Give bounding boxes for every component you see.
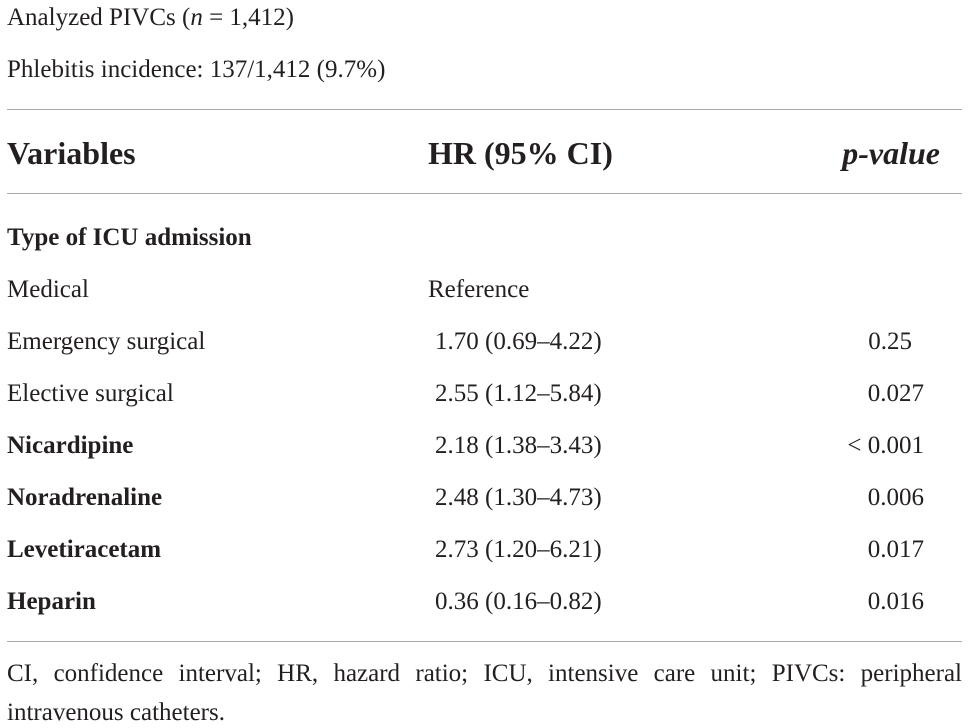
table-row xyxy=(0,275,968,305)
row-hr: 2.48 (1.30–4.73) xyxy=(435,484,602,511)
row-hr: 2.55 (1.12–5.84) xyxy=(435,380,602,407)
row-variable: Nicardipine xyxy=(7,432,134,459)
header-rule xyxy=(7,193,962,194)
row-variable: Noradrenaline xyxy=(7,484,163,511)
section-row xyxy=(0,223,968,253)
col-header-hr: HR (95% CI) xyxy=(428,135,613,171)
row-pvalue: 0.017 xyxy=(867,536,924,563)
row-hr: 2.73 (1.20–6.21) xyxy=(435,536,602,563)
phlebitis-incidence: Phlebitis incidence: 137/1,412 (9.7%) xyxy=(7,56,386,83)
top-rule xyxy=(7,109,962,110)
row-variable: Medical xyxy=(7,276,89,303)
table-row xyxy=(0,327,968,357)
analyzed-pivcs xyxy=(7,3,294,33)
table-row xyxy=(0,587,968,617)
col-header-pvalue: p-value xyxy=(842,135,940,171)
row-variable: Heparin xyxy=(7,588,96,615)
analyzed-suffix: = 1,412) xyxy=(202,4,294,31)
row-hr: Reference xyxy=(428,276,530,303)
row-pvalue: 0.016 xyxy=(867,588,924,615)
row-pvalue: < 0.001 xyxy=(847,432,924,459)
footnote-line-2: intravenous catheters. xyxy=(7,699,225,726)
col-header-variables: Variables xyxy=(7,135,136,171)
row-pvalue: 0.006 xyxy=(867,484,924,511)
row-hr: 0.36 (0.16–0.82) xyxy=(435,588,602,615)
footnote-line-1: CI, confidence interval; HR, hazard ratio; ICU, intensive care unit; PIVCs: peripheral xyxy=(7,660,962,687)
analyzed-prefix: Analyzed PIVCs ( xyxy=(7,4,191,31)
section-title: Type of ICU admission xyxy=(7,224,252,251)
table-row xyxy=(0,431,968,461)
row-hr: 2.18 (1.38–3.43) xyxy=(435,432,602,459)
row-pvalue: 0.027 xyxy=(867,380,924,407)
row-variable: Emergency surgical xyxy=(7,328,206,355)
row-variable: Elective surgical xyxy=(7,380,174,407)
table-row xyxy=(0,483,968,513)
row-variable: Levetiracetam xyxy=(7,536,162,563)
row-hr: 1.70 (0.69–4.22) xyxy=(435,328,602,355)
row-pvalue: 0.25 xyxy=(868,328,912,355)
n-symbol: n xyxy=(190,4,203,31)
bottom-rule xyxy=(7,641,962,642)
table-row xyxy=(0,379,968,409)
table-row xyxy=(0,535,968,565)
